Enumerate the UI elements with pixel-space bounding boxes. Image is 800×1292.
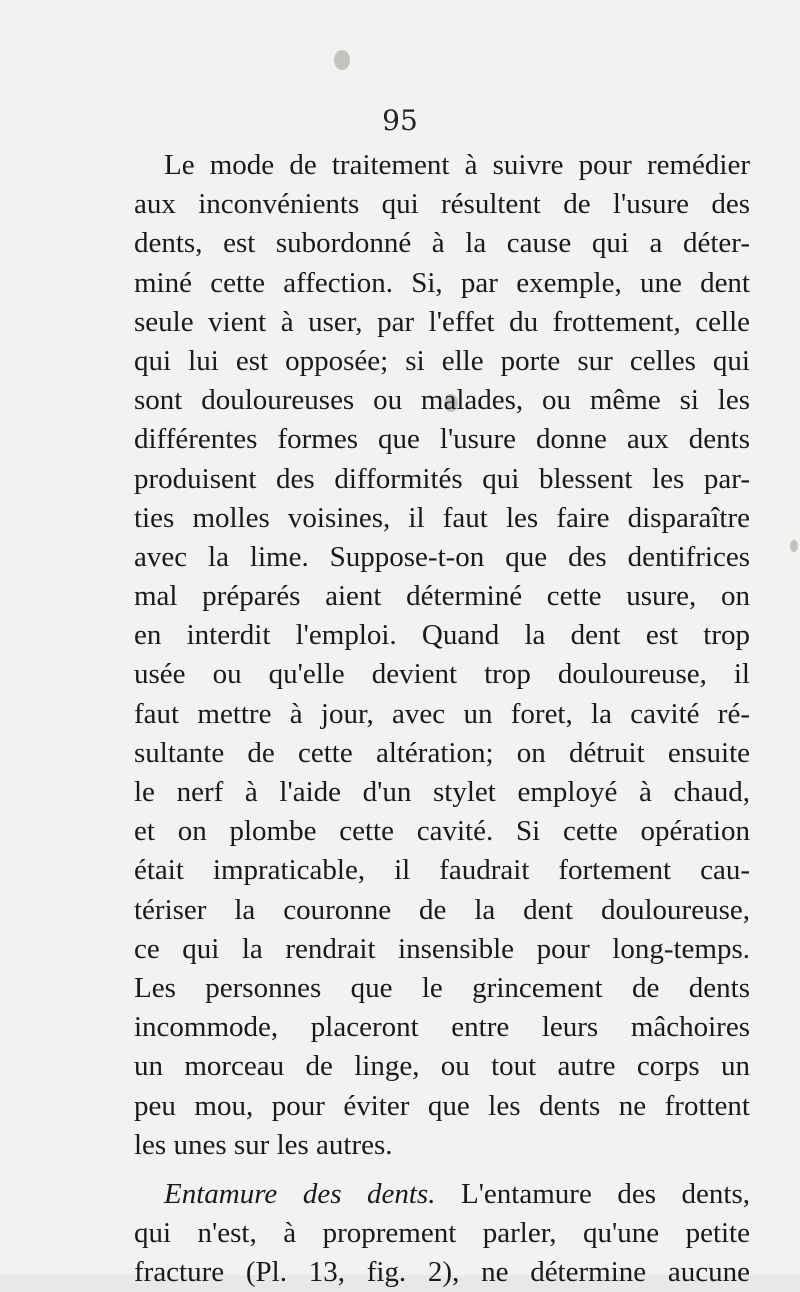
text-line: seule vient à user, par l'effet du frottement, celle xyxy=(134,305,750,338)
paragraph-entamure xyxy=(134,1175,750,1292)
text-line: les unes sur les autres. xyxy=(134,1128,393,1161)
text-line: ce qui la rendrait insensible pour long-temps. xyxy=(134,932,750,965)
text-line: tériser la couronne de la dent douloureuse, xyxy=(134,893,750,926)
text-line: mal préparés aient déterminé cette usure, on xyxy=(134,580,750,613)
text-line: le nerf à l'aide d'un stylet employé à chaud, xyxy=(134,776,750,808)
text-line: un morceau de linge, ou tout autre corps un xyxy=(134,1050,750,1083)
text-line: produisent des difformités qui blessent les par- xyxy=(134,462,750,495)
text-line-rest: L'entamure des dents, xyxy=(435,1177,750,1210)
text-line: peu mou, pour éviter que les dents ne frottent xyxy=(134,1089,750,1122)
text-line: aux inconvénients qui résultent de l'usure des xyxy=(134,188,750,221)
text-line: différentes formes que l'usure donne aux dents xyxy=(134,423,750,456)
text-line: et on plombe cette cavité. Si cette opération xyxy=(134,815,750,848)
text-line: miné cette affection. Si, par exemple, une dent xyxy=(134,266,750,299)
text-line: sont douloureuses ou malades, ou même si les xyxy=(134,384,750,417)
text-line: qui lui est opposée; si elle porte sur celles qui xyxy=(134,344,750,377)
paragraph-gap xyxy=(134,1165,750,1175)
text-line: avec la lime. Suppose-t-on que des dentifrices xyxy=(134,540,750,573)
text-line: était impraticable, il faudrait fortement cau- xyxy=(134,854,750,887)
text-line: qui n'est, à proprement parler, qu'une petite xyxy=(134,1217,750,1250)
text-line: ties molles voisines, il faut les faire disparaître xyxy=(134,501,750,534)
text-line xyxy=(134,1175,750,1214)
text-line: Le mode de traitement à suivre pour remédier xyxy=(164,149,750,181)
text-line: incommode, placeront entre leurs mâchoires xyxy=(134,1011,750,1044)
text-line: usée ou qu'elle devient trop douloureuse, il xyxy=(134,658,750,691)
paragraph-usure-treatment xyxy=(134,146,750,1165)
text-line: fracture (Pl. 13, fig. 2), ne détermine aucune xyxy=(134,1256,750,1289)
text-line: Les personnes que le grincement de dents xyxy=(134,971,750,1004)
page-number: 95 xyxy=(382,104,418,137)
ink-spot xyxy=(790,540,798,552)
text-line: en interdit l'emploi. Quand la dent est trop xyxy=(134,619,750,652)
text-line: sultante de cette altération; on détruit ensuite xyxy=(134,736,750,769)
ink-spot xyxy=(334,50,350,70)
text-line: dents, est subordonné à la cause qui a déter- xyxy=(134,227,750,260)
body-text xyxy=(134,146,750,1292)
section-heading: Entamure des dents. xyxy=(164,1177,436,1210)
text-line: faut mettre à jour, avec un foret, la cavité ré- xyxy=(134,697,750,730)
